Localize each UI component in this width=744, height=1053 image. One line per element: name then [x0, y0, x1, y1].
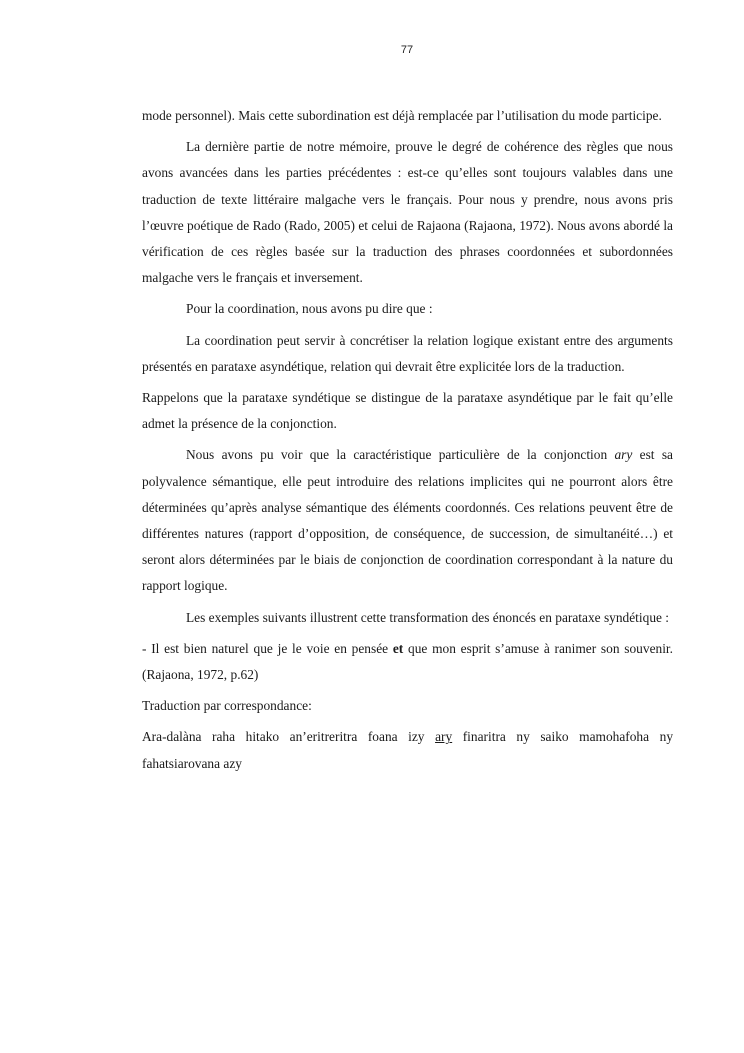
paragraph-parataxe: Rappelons que la parataxe syndétique se distingue de la parataxe asyndétique par le fait qu’elle admet la présence de la conjonction.	[142, 390, 673, 432]
paragraph-last-part: La dernière partie de notre mémoire, prouve le degré de cohérence des règles que nous avons avancées dans les parties précédentes : est-ce qu’elles sont toujours valables dans une traduction de texte littéraire malgache vers le français. Pour nous y prendre, nous avons pris l’œuvre poétique de Rado (Rado, 2005) et celui de Rajaona (Rajaona, 1972). Nous avons abordé la vérification de ces règles basée sur la traduction des phrases coordonnées et subordonnées malgache vers le français et inversement.	[142, 139, 673, 286]
text-run: finaritra ny saiko mamohafoha ny fahatsiarovana azy	[142, 729, 674, 771]
paragraph-example-french	[142, 636, 673, 688]
paragraph-coordination-role: La coordination peut servir à concrétiser la relation logique existant entre des arguments présentés en parataxe asyndétique, relation qui devrait être explicitée lors de la traduction.	[142, 332, 673, 374]
paragraph-translation-label: Traduction par correspondance:	[142, 698, 312, 714]
paragraph-examples-intro: Les exemples suivants illustrent cette transformation des énoncés en parataxe syndétique :	[186, 609, 670, 625]
paragraph-subordination-note: mode personnel). Mais cette subordination est déjà remplacée par l’utilisation du mode participe.	[142, 108, 662, 123]
text-run: - Il est bien naturel que je le voie en pensée	[142, 640, 393, 656]
text-run: que mon esprit s’amuse à ranimer son souvenir. (Rajaona, 1972, p.62)	[142, 640, 673, 683]
text-run: Ara-dalàna raha hitako an’eritreritra foana izy	[142, 729, 436, 745]
paragraph-example-malagasy	[142, 724, 673, 776]
text-run: Nous avons pu voir que la caractéristique particulière de la conjonction	[186, 447, 615, 463]
page-body	[142, 103, 673, 782]
paragraph-coordination-intro: Pour la coordination, nous avons pu dire que :	[186, 301, 433, 317]
text-run: est sa polyvalence sémantique, elle peut introduire des relations implicites qui ne pourront alors être déterminées qu’après analyse sémantique des éléments coordonnés. Ces relations peuvent être de différentes natures (rapport d’opposition, de conséquence, de succession, de simultanéité…) et seront alors déterminées par le biais de conjonction de coordination correspondant à la nature du rapport logique.	[142, 447, 674, 594]
italic-term-ary: ary	[614, 447, 633, 463]
paragraph-conjunction-ary	[142, 442, 673, 599]
page-number: 77	[400, 44, 414, 56]
underlined-term-ary: ary	[435, 729, 453, 745]
bold-term-et: et	[392, 640, 404, 656]
